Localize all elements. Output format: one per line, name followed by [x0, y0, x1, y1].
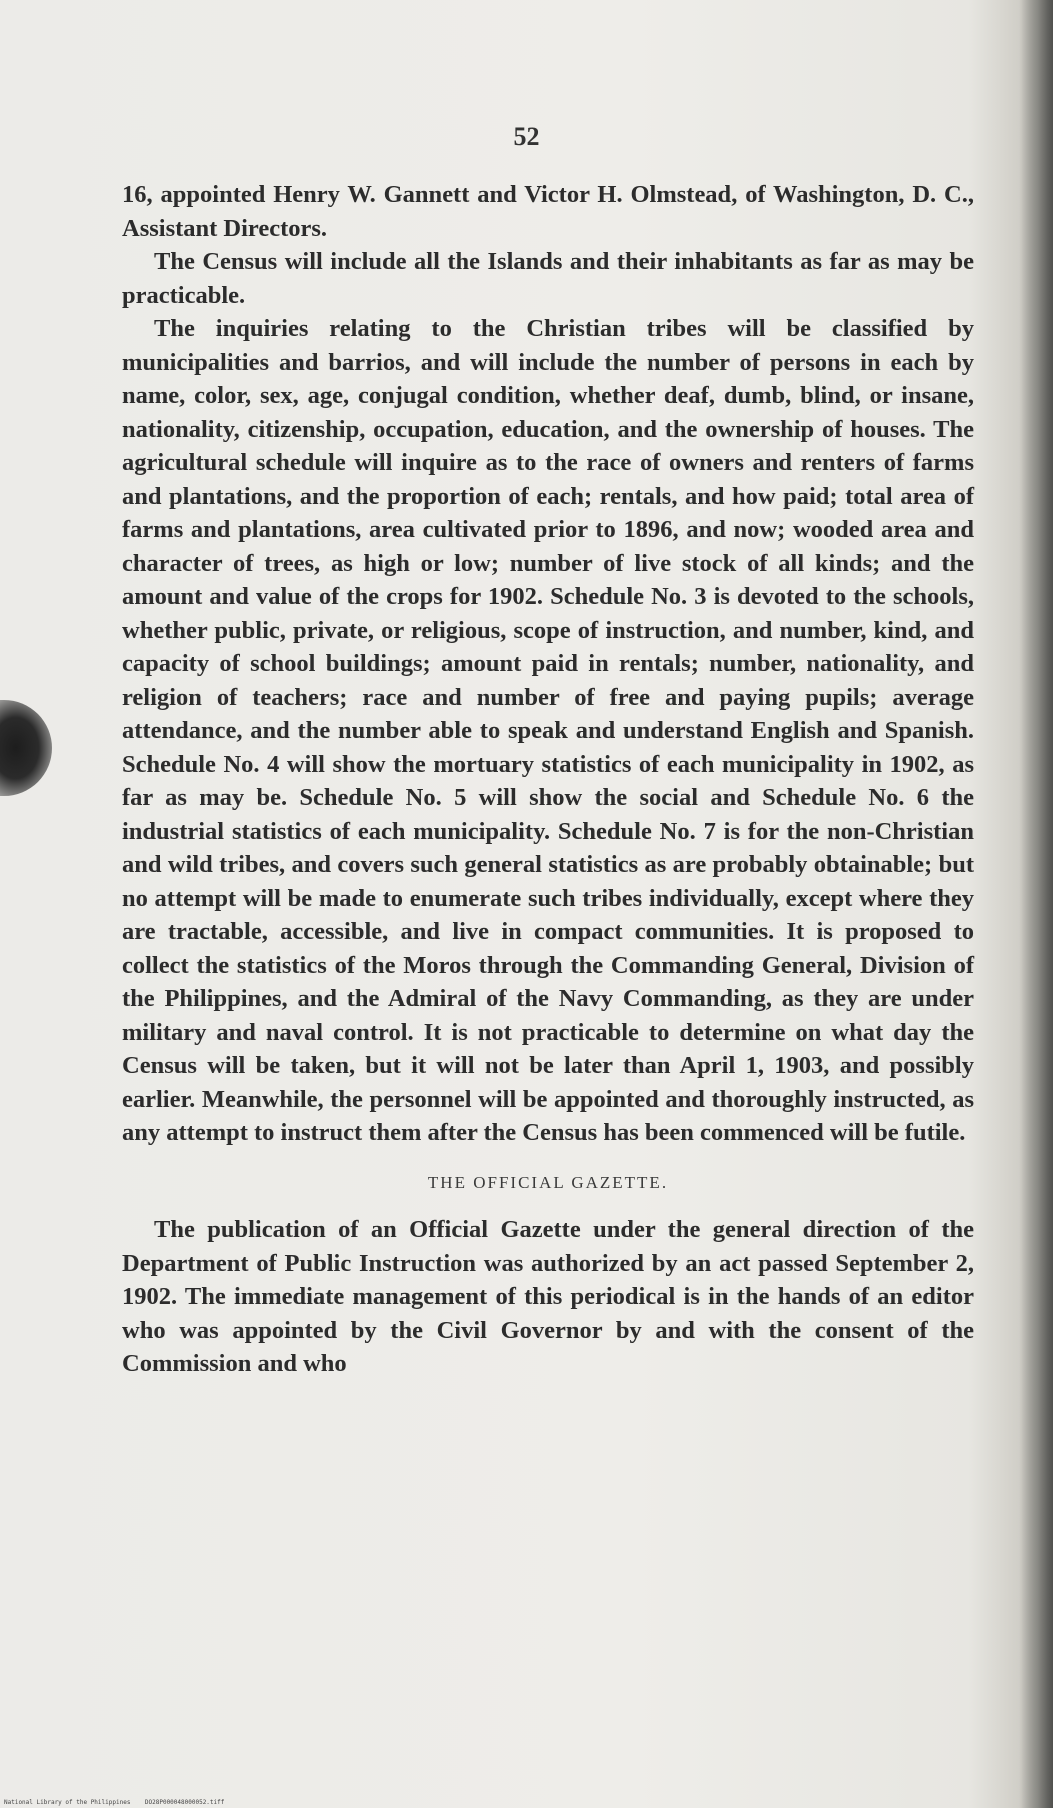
- section-paragraph: The publication of an Official Gazette under the general direction of the Department of Public Instruction was authorized by an act passed September 2, 1902. The immediate management of this periodical is in the hands of an editor who was appointed by the Civil Governor by and with the consent of the Commission and who: [122, 1216, 974, 1377]
- binding-blot: [0, 700, 52, 796]
- page-edge-shadow: [1019, 0, 1053, 1808]
- paragraph-2: The Census will include all the Islands and their inhabitants as far as may be practicable.: [122, 248, 974, 309]
- body-text: [122, 178, 974, 1381]
- scan-footer: [4, 1799, 224, 1806]
- paragraph-1: 16, appointed Henry W. Gannett and Victor H. Olmstead, of Washington, D. C., Assistant Directors.: [122, 181, 974, 242]
- page-number: 52: [513, 122, 540, 151]
- footer-file: DO28P000048000052.tiff: [144, 1799, 225, 1806]
- paragraph-3: The inquiries relating to the Christian tribes will be classified by municipalities and barrios, and will include the number of persons in each by name, color, sex, age, conjugal condition, whether deaf, dumb, blind, or insane, nationality, citizenship, occupation, education, and the ownership of houses. The agricultural schedule will inquire as to the race of owners and renters of farms and plantations, and the proportion of each; rentals, and how paid; total area of farms and plantations, area cultivated prior to 1896, and now; wooded area and character of trees, as high or low; number of live stock of all kinds; and the amount and value of the crops for 1902. Schedule No. 3 is devoted to the schools, whether public, private, or religious, scope of instruction, and number, kind, and capacity of school buildings; amount paid in rentals; number, nationality, and religion of teachers; race and number of free and paying pupils; average attendance, and the number able to speak and understand English and Spanish. Schedule No. 4 will show the mortuary statistics of each municipality in 1902, as far as may be. Schedule No. 5 will show the social and Schedule No. 6 the industrial statistics of each municipality. Schedule No. 7 is for the non-Christian and wild tribes, and covers such general statistics as are probably obtainable; but no attempt will be made to enumerate such tribes individually, except where they are tractable, accessible, and live in compact communities. It is proposed to collect the statistics of the Moros through the Commanding General, Division of the Philippines, and the Admiral of the Navy Commanding, as they are under military and naval control. It is not practicable to determine on what day the Census will be taken, but it will not be later than April 1, 1903, and possibly earlier. Meanwhile, the personnel will be appointed and thoroughly instructed, as any attempt to instruct them after the Census has been commenced will be futile.: [122, 315, 974, 1146]
- section-heading: THE OFFICIAL GAZETTE.: [427, 1172, 669, 1192]
- footer-library: National Library of the Philippines: [4, 1799, 131, 1806]
